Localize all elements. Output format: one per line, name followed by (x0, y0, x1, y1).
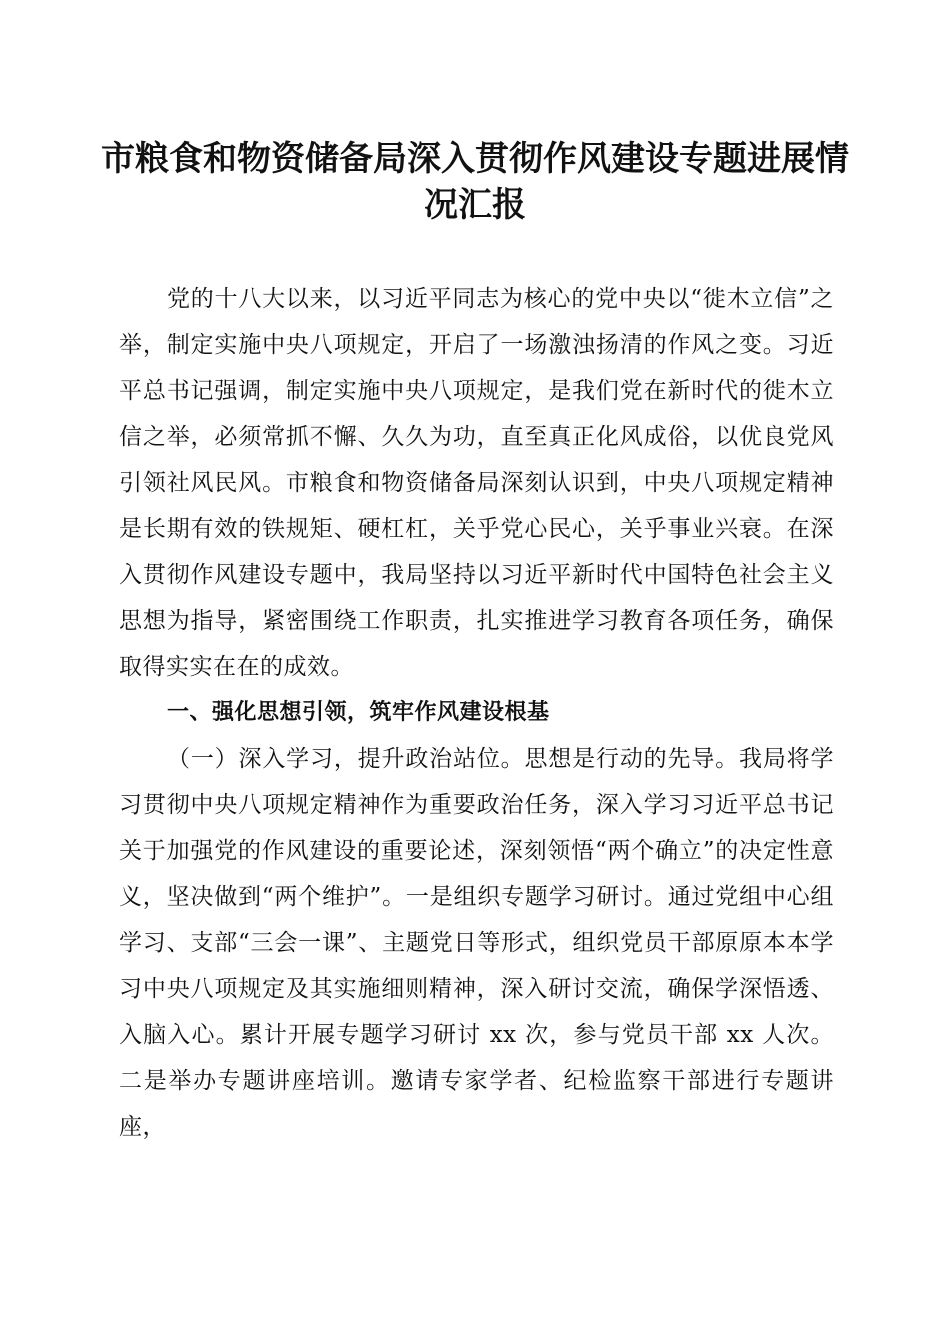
subsection-title: （一）深入学习，提升政治站位。 (167, 746, 525, 772)
intro-paragraph: 党的十八大以来，以习近平同志为核心的党中央以“徙木立信”之举，制定实施中央八项规定，开启了一场激浊扬清的作风之变。习近平总书记强调，制定实施中央八项规定，是我们党在新时代的徙木立信之举，必须常抓不懈、久久为功，直至真正化风成俗，以优良党风引领社风民风。市粮食和物资储备局深刻认识到，中央八项规定精神是长期有效的铁规矩、硬杠杠，关乎党心民心，关乎事业兴衰。在深入贯彻作风建设专题中，我局坚持以习近平新时代中国特色社会主义思想为指导，紧密围绕工作职责，扎实推进学习教育各项任务，确保取得实实在在的成效。 (119, 286, 834, 680)
document-body (119, 276, 834, 1150)
subsection-text: 思想是行动的先导。我局将学习贯彻中央八项规定精神作为重要政治任务，深入学习习近平总书记关于加强党的作风建设的重要论述，深刻领悟“两个确立”的决定性意义，坚决做到“两个维护”。一是组织专题学习研讨。通过党组中心组学习、支部“三会一课”、主题党日等形式，组织党员干部原原本本学习中央八项规定及其实施细则精神，深入研讨交流，确保学深悟透、入脑入心。累计开展专题学习研讨 xx 次，参与党员干部 xx 人次。二是举办专题讲座培训。邀请专家学者、纪检监察干部进行专题讲座， (119, 746, 835, 1140)
subsection-paragraph (119, 736, 834, 1150)
section-heading: 一、强化思想引领，筑牢作风建设根基 (167, 700, 550, 725)
document-title: 市粮食和物资储备局深入贯彻作风建设专题进展情况汇报 (101, 139, 849, 225)
